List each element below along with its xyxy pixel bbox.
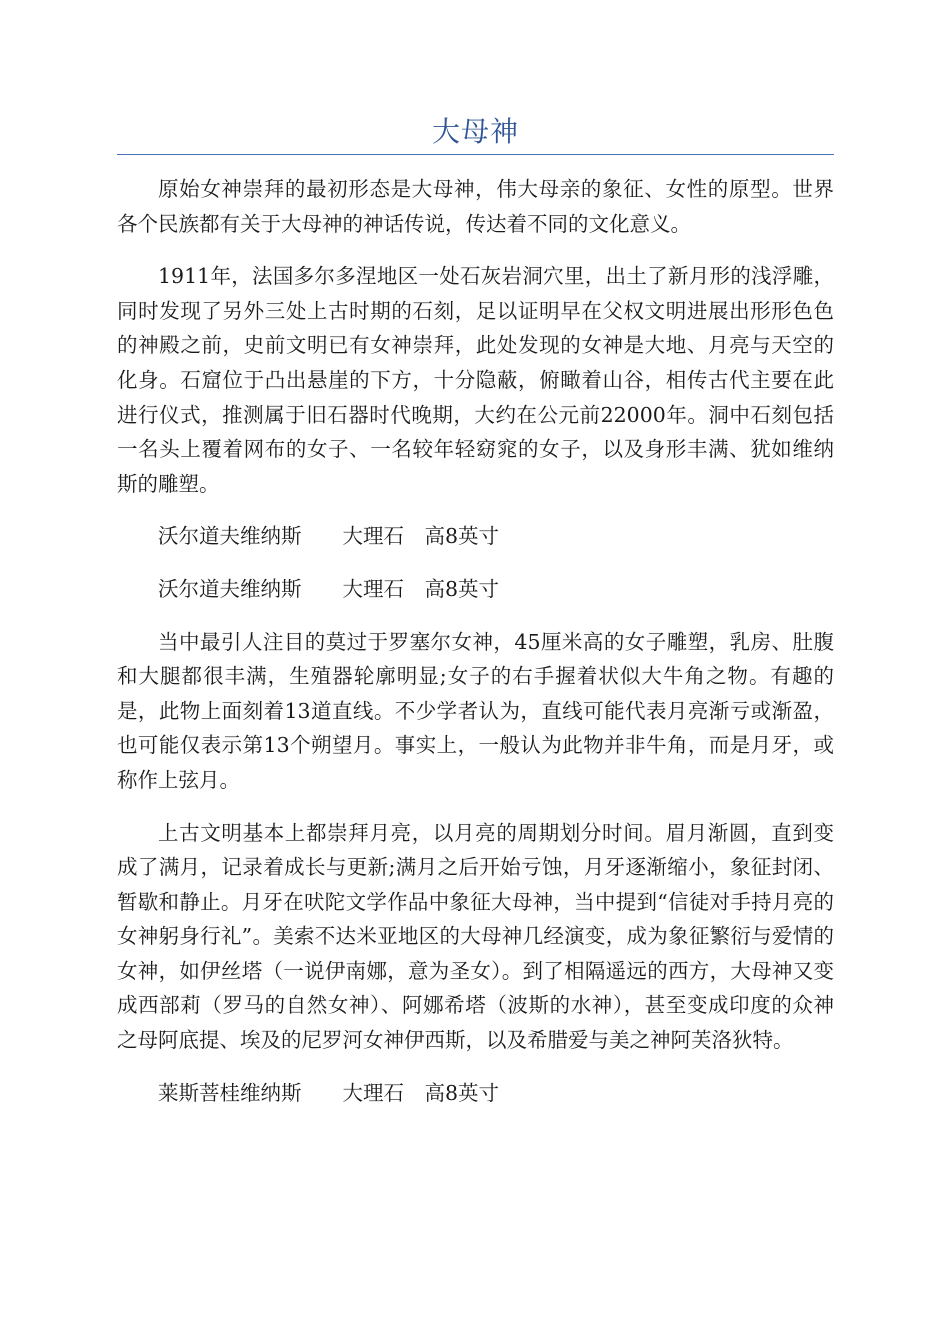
paragraph-discovery: 1911年，法国多尔多涅地区一处石灰岩洞穴里，出土了新月形的浅浮雕，同时发现了另外三处上古时期的石刻，足以证明早在父权文明进展出形形色色的神殿之前，史前文明已有女神崇拜，此处发现的女神是大地、月亮与天空的化身。石窟位于凸出悬崖的下方，十分隐蔽，俯瞰着山谷，相传古代主要在此进行仪式，推测属于旧石器时代晚期，大约在公元前22000年。洞中石刻包括一名头上覆着网布的女子、一名较年轻窈窕的女子，以及身形丰满、犹如维纳斯的雕塑。 [117,264,834,496]
figure-caption: 沃尔道夫维纳斯 大理石 高8英寸 [158,576,500,601]
paragraph-intro: 原始女神崇拜的最初形态是大母神，伟大母亲的象征、女性的原型。世界各个民族都有关于大母神的神话传说，传达着不同的文化意义。 [117,177,834,236]
paragraph-laussel: 当中最引人注目的莫过于罗塞尔女神，45厘米高的女子雕塑，乳房、肚腹和大腿都很丰满，生殖器轮廓明显;女子的右手握着状似大牛角之物。有趣的是，此物上面刻着13道直线。不少学者认为，直线可能代表月亮渐亏或渐盈，也可能仅表示第13个朔望月。事实上，一般认为此物并非牛角，而是月牙，或称作上弦月。 [117,629,834,792]
paragraph-moon-worship: 上古文明基本上都崇拜月亮，以月亮的周期划分时间。眉月渐圆，直到变成了满月，记录着成长与更新;满月之后开始亏蚀，月牙逐渐缩小，象征封闭、暂歇和静止。月牙在吠陀文学作品中象征大母神，当中提到“信徒对手持月亮的女神躬身行礼”。美索不达米亚地区的大母神几经演变，成为象征繁衍与爱情的女神，如伊丝塔（一说伊南娜，意为圣女）。到了相隔遥远的西方，大母神又变成西部莉（罗马的自然女神）、阿娜希塔（波斯的水神），甚至变成印度的众神之母阿底提、埃及的尼罗河女神伊西斯，以及希腊爱与美之神阿芙洛狄特。 [117,820,834,1053]
title-underline [117,154,834,155]
figure-caption: 莱斯菩桂维纳斯 大理石 高8英寸 [158,1080,500,1105]
figure-caption: 沃尔道夫维纳斯 大理石 高8英寸 [158,524,500,549]
page-title: 大母神 [431,115,519,148]
document-body [117,172,834,1128]
